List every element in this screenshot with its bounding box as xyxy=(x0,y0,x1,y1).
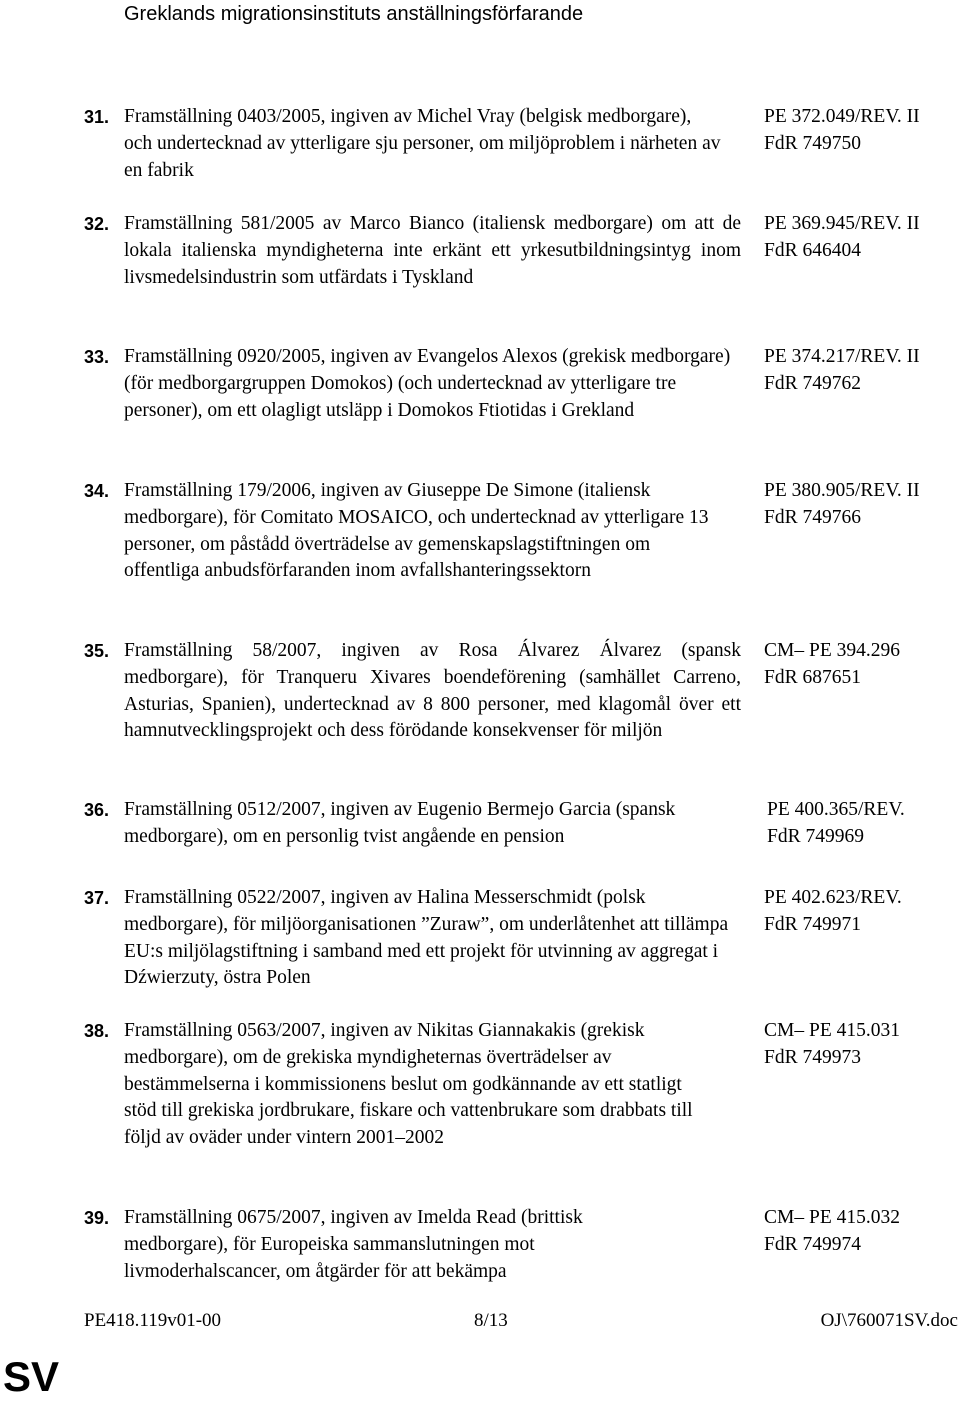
item-reference xyxy=(767,797,905,851)
item-reference xyxy=(764,885,902,939)
item-text: Framställning 581/2005 av Marco Bianco (italiensk medborgare) om att de lokala italienska myndigheterna inte erkänt ett yrkesutbildningsintyg inom livsmedelsindustrin som utfärdats i Tyskland xyxy=(124,213,741,288)
pe-reference: PE 374.217/REV. II xyxy=(764,346,920,367)
footer-page-number: 8/13 xyxy=(474,1310,508,1331)
footer-file-name: OJ\760071SV.doc xyxy=(820,1310,958,1331)
item-text: Framställning 0563/2007, ingiven av Nikitas Giannakakis (grekisk medborgare), om de grekiska myndigheternas överträdelser av bestämmelserna i kommissionens beslut om godkännande av ett statligt stöd till grekiska jordbrukare, fiskare och vattenbrukare som drabbats till följd av oväder under vintern 2001–2002 xyxy=(124,1020,693,1149)
item-text: Framställning 0920/2005, ingiven av Evangelos Alexos (grekisk medborgare) (för medborgargruppen Domokos) (och undertecknad av ytterligare tre personer), om ett olagligt utsläpp i Domokos Ftiotidas i Grekland xyxy=(124,346,731,421)
item-number: 32. xyxy=(84,214,110,234)
item-reference xyxy=(764,211,920,265)
item-reference xyxy=(764,1205,900,1259)
fdr-reference: FdR 646404 xyxy=(764,239,861,261)
item-text: Framställning 58/2007, ingiven av Rosa Álvarez Álvarez (spansk medborgare), för Tranqueru Xivares boendeförening (samhället Carreno, Asturias, Spanien), undertecknad av 8 800 personer, med klagomål över ett hamnutvecklingsprojekt och dess förödande konsekvenser för miljön xyxy=(124,640,741,742)
pe-reference: PE 369.945/REV. II xyxy=(764,213,920,234)
pe-reference: CM– PE 415.032 xyxy=(764,1207,900,1228)
item-reference xyxy=(764,1018,900,1072)
fdr-reference: FdR 749762 xyxy=(764,372,861,394)
language-code: SV xyxy=(3,1353,60,1400)
item-number: 35. xyxy=(84,641,110,661)
fdr-reference: FdR 749971 xyxy=(764,913,861,935)
pe-reference: PE 400.365/REV. xyxy=(767,799,905,820)
item-reference xyxy=(764,344,920,398)
fdr-reference: FdR 749974 xyxy=(764,1233,861,1255)
fdr-reference: FdR 749766 xyxy=(764,506,861,528)
footer-document-id: PE418.119v01-00 xyxy=(84,1310,222,1331)
item-number: 39. xyxy=(84,1208,110,1228)
item-number: 37. xyxy=(84,888,110,908)
fdr-reference: FdR 687651 xyxy=(764,666,861,688)
fdr-reference: FdR 749973 xyxy=(764,1046,861,1068)
pe-reference: CM– PE 415.031 xyxy=(764,1020,900,1041)
item-number: 36. xyxy=(84,800,110,820)
fdr-reference: FdR 749969 xyxy=(767,825,864,847)
pe-reference: CM– PE 394.296 xyxy=(764,640,900,661)
item-number: 38. xyxy=(84,1021,110,1041)
item-text: Framställning 179/2006, ingiven av Giuseppe De Simone (italiensk medborgare), för Comitato MOSAICO, och undertecknad av ytterligare 13 personer, om påstådd överträdelse av gemenskapslagstiftningen om offentliga anbudsförfaranden inom avfallshanteringssektorn xyxy=(124,480,709,582)
page-footer xyxy=(0,1308,960,1334)
document-header: Greklands migrationsinstituts anställningsförfarande xyxy=(124,3,584,25)
fdr-reference: FdR 749750 xyxy=(764,132,861,154)
item-number: 34. xyxy=(84,481,110,501)
item-reference xyxy=(764,104,920,158)
item-text: Framställning 0522/2007, ingiven av Halina Messerschmidt (polsk medborgare), för miljöorganisationen ”Zuraw”, om underlåtenhet att tillämpa EU:s miljölagstiftning i samband med ett projekt för utvinning av aggregat i Dźwierzuty, östra Polen xyxy=(124,887,729,989)
item-text: Framställning 0675/2007, ingiven av Imelda Read (brittisk medborgare), för Europeiska sammanslutningen mot livmoderhalscancer, om åtgärder för att bekämpa xyxy=(124,1207,583,1282)
pe-reference: PE 402.623/REV. xyxy=(764,887,902,908)
item-text: Framställning 0512/2007, ingiven av Eugenio Bermejo Garcia (spansk medborgare), om en personlig tvist angående en pension xyxy=(124,799,676,847)
item-text: Framställning 0403/2005, ingiven av Michel Vray (belgisk medborgare), och undertecknad av ytterligare sju personer, om miljöproblem i närheten av en fabrik xyxy=(124,106,721,181)
pe-reference: PE 380.905/REV. II xyxy=(764,480,920,501)
item-reference xyxy=(764,638,900,692)
item-reference xyxy=(764,478,920,532)
item-number: 31. xyxy=(84,107,110,127)
pe-reference: PE 372.049/REV. II xyxy=(764,106,920,127)
item-number: 33. xyxy=(84,347,110,367)
